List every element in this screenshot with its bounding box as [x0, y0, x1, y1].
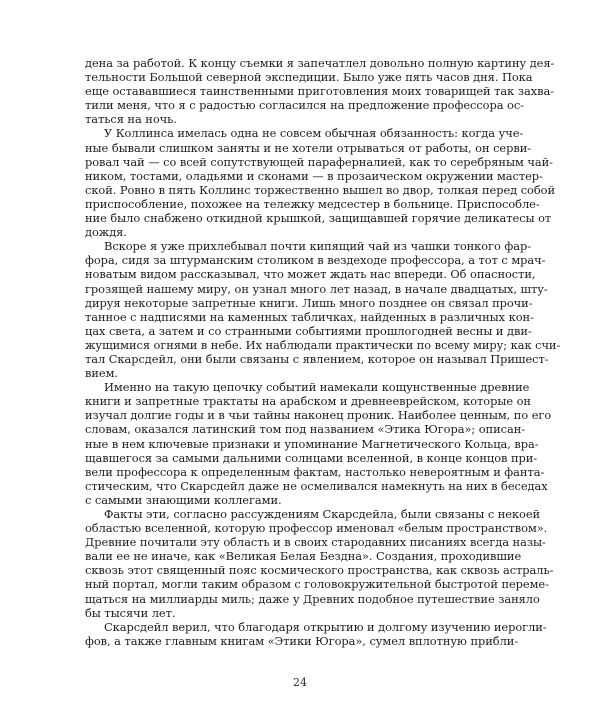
text-line: щавшегося за самыми дальними солнцами вселенной, в конце концов при-	[85, 450, 538, 465]
paragraph	[85, 380, 552, 507]
text-line: грозящей нашему миру, он узнал много лет назад, в начале двадцатых, шту-	[85, 281, 548, 296]
text-line: ской. Ровно в пять Коллинс торжественно вышел во двор, толкая перед собой	[85, 182, 556, 197]
page-number: 24	[293, 676, 307, 689]
text-line: фов, а также главным книгам «Этики Югора», сумел вплотную прибли-	[85, 633, 519, 648]
paragraph	[85, 56, 555, 127]
text-line: областью вселенной, которую профессор именовал «белым пространством».	[85, 521, 548, 536]
text-line: таться на ночь.	[85, 112, 177, 127]
text-line: бы тысячи лет.	[85, 605, 176, 620]
paragraph	[85, 507, 554, 620]
text-line: стическим, что Скарсдейл даже не осмеливался намекнуть на них в беседах	[85, 478, 548, 493]
text-line: новатым видом рассказывал, что может ждать нас впереди. Об опасности,	[85, 267, 536, 282]
text-line: цах света, а затем и со странными событиями прошлогодней весны и дви-	[85, 323, 532, 338]
text-line: приспособление, похожее на тележку медсестер в больнице. Приспособле-	[85, 196, 540, 211]
text-line: танное с надписями на каменных табличках, найденных в различных кон-	[85, 309, 534, 324]
text-line: ный портал, могли таким образом с головокружительной быстротой переме-	[85, 577, 549, 592]
text-line: словам, оказался латинский том под названием «Этика Югора»; описан-	[85, 422, 526, 437]
text-line: ником, тостами, оладьями и сконами — в прозаическом окружении мастер-	[85, 168, 543, 183]
paragraph	[85, 619, 547, 648]
text-line: ровал чай — со всей сопутствующей параферналией, как то серебряным чай-	[85, 154, 553, 169]
text-line: ные бывали слишком заняты и не хотели отрываться от работы, он серви-	[85, 140, 532, 155]
text-line: сквозь этот священный пояс космического пространства, как сквозь астраль-	[85, 563, 554, 578]
text-line: щаться на миллиарды миль; даже у Древних подобное путешествие заняло	[85, 591, 540, 606]
paragraph	[85, 239, 561, 381]
text-line: дируя некоторые запретные книги. Лишь много позднее он связал прочи-	[85, 295, 533, 310]
text-line: Вскоре я уже прихлебывал почти кипящий чай из чашки тонкого фар-	[104, 239, 531, 254]
text-line: Именно на такую цепочку событий намекали кощунственные древние	[104, 380, 530, 395]
text-line: вием.	[85, 366, 118, 381]
text-line: с самыми знающими коллегами.	[85, 492, 282, 507]
text-line: тили меня, что я с радостью согласился на предложение профессора ос-	[85, 98, 524, 113]
text-line: дена за работой. К концу съемки я запечатлел довольно полную картину дея-	[85, 56, 555, 70]
text-line: тельности Большой северной экспедиции. Было уже пять часов дня. Пока	[85, 70, 533, 85]
text-line: изучал долгие годы и в чьи тайны наконец проник. Наиболее ценным, по его	[85, 408, 552, 423]
text-line: еще остававшиеся таинственными приготовления моих товарищей так захва-	[85, 84, 554, 99]
body-text	[85, 56, 561, 648]
text-line: Древние почитали эту область и в своих стародавних писаниях всегда назы-	[85, 535, 546, 550]
text-line: книги и запретные трактаты на арабском и древнееврейском, которые он	[85, 394, 531, 409]
text-line: тал Скарсдейл, они были связаны с явлением, которое он называл Пришест-	[85, 351, 549, 366]
paragraph	[85, 126, 556, 240]
text-line: ные в нем ключевые признаки и упоминание Магнетического Кольца, вра-	[85, 436, 539, 451]
text-line: ние было снабжено откидной крышкой, защищавшей горячие деликатесы от	[85, 211, 552, 226]
text-line: вали ее не иначе, как «Великая Белая Бездна». Создания, проходившие	[85, 549, 522, 564]
text-line: дождя.	[85, 225, 127, 240]
text-line: Скарсдейл верил, что благодаря открытию и долгому изучению иерогли-	[104, 619, 547, 634]
text-line: жущимися огнями в небе. Их наблюдали практически по всему миру; как счи-	[85, 337, 561, 352]
text-line: Факты эти, согласно рассуждениям Скарсдейла, были связаны с некоей	[104, 507, 541, 521]
text-line: У Коллинса имелась одна не совсем обычная обязанность: когда уче-	[104, 126, 524, 141]
text-line: вели профессора к определенным фактам, настолько невероятным и фанта-	[85, 464, 545, 479]
text-line: фора, сидя за штурманским столиком в вездеходе профессора, а тот с мрач-	[85, 253, 546, 268]
